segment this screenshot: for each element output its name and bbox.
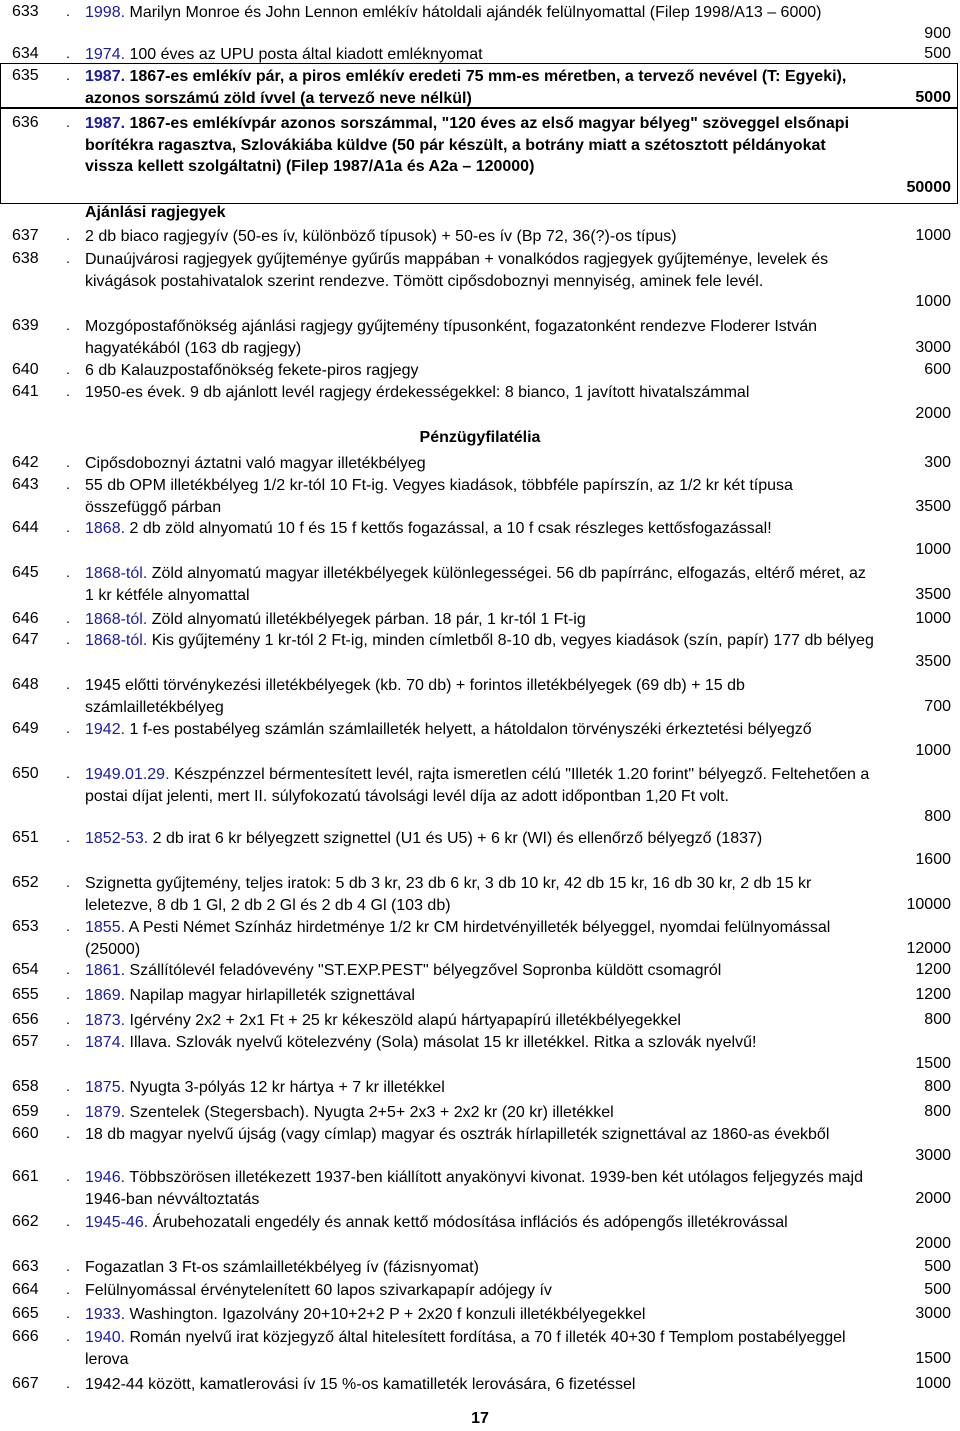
lot-text: Zöld alnyomatú illetékbélyegek párban. 18 pár, 1 kr-tól 1 Ft-ig xyxy=(147,611,586,628)
lot-description xyxy=(85,764,875,807)
lot-number-dot: . xyxy=(66,1305,70,1321)
lot-number: 654 xyxy=(12,961,39,978)
lot-row xyxy=(0,1374,960,1396)
lot-row xyxy=(0,249,960,314)
lot-text: 1942-44 között, kamatlerovási ív 15 %-os kamatilleték lerovására, 6 fizetéssel xyxy=(85,1376,636,1393)
lot-number-dot: . xyxy=(66,1011,70,1027)
lot-text: 100 éves az UPU posta által kiadott emléknyomat xyxy=(125,46,483,63)
lot-number: 643 xyxy=(12,476,39,493)
lot-number: 639 xyxy=(12,317,39,334)
lot-row xyxy=(0,2,960,45)
lot-row xyxy=(0,1257,960,1279)
lot-price: 1000 xyxy=(915,1375,951,1392)
lot-description xyxy=(85,1102,875,1124)
lot-number: 664 xyxy=(12,1281,39,1298)
lot-row xyxy=(0,873,960,916)
section-heading-penzugy: Pénzügyfilatélia xyxy=(419,429,541,446)
lot-number: 636 xyxy=(12,114,39,131)
lot-year: 1987. xyxy=(85,68,126,85)
lot-price: 1500 xyxy=(915,1349,951,1367)
lot-row xyxy=(0,917,960,960)
lot-year: 1879. xyxy=(85,1104,126,1121)
lot-number-dot: . xyxy=(66,676,70,692)
lot-price: 800 xyxy=(924,808,951,826)
lot-year: 1868-tól. xyxy=(85,632,148,649)
lot-row xyxy=(0,828,960,871)
lot-number: 655 xyxy=(12,986,39,1003)
lot-number-dot: . xyxy=(66,227,70,243)
lot-number: 647 xyxy=(12,631,39,648)
lot-year: 1868. xyxy=(85,520,126,537)
lot-price: 900 xyxy=(924,24,951,42)
lot-text: Nyugta 3-pólyás 12 kr hártya + 7 kr illetékkel xyxy=(125,1079,445,1096)
lot-text: Árubehozatali engedély és annak kettő módosítása inflációs és adópengős illetékrovással xyxy=(148,1214,788,1231)
lot-price: 600 xyxy=(924,361,951,378)
lot-description xyxy=(85,226,875,248)
lot-description xyxy=(85,453,875,475)
lot-price: 1000 xyxy=(915,610,951,627)
lot-price: 3000 xyxy=(915,1146,951,1164)
lot-number: 665 xyxy=(12,1305,39,1322)
lot-text: 55 db OPM illetékbélyeg 1/2 kr-tól 10 Ft-ig. Vegyes kiadások, többféle papírszín, az 1/2 kr két típusa összefüggő párban xyxy=(85,477,793,516)
lot-text: 2 db irat 6 kr bélyegzett szignettel (U1 és U5) + 6 kr (WI) és ellenőrző bélyegző (1837) xyxy=(148,830,763,847)
lot-description xyxy=(85,360,875,382)
lot-row xyxy=(0,1032,960,1075)
lot-text: A Pesti Német Színház hirdetménye 1/2 kr CM hirdetvényilleték bélyeggel, nyomdai felülnyomással (25000) xyxy=(85,919,831,958)
lot-price: 500 xyxy=(924,45,951,62)
lot-price: 1200 xyxy=(915,986,951,1003)
page-number: 17 xyxy=(471,1410,489,1427)
lot-text: Szentelek (Stegersbach). Nyugta 2+5+ 2x3 + 2x2 kr (20 kr) illetékkel xyxy=(125,1104,614,1121)
lot-year: 1868-tól. xyxy=(85,611,148,628)
lot-price: 1600 xyxy=(915,850,951,868)
lot-description xyxy=(85,1032,875,1054)
lot-description xyxy=(85,609,875,631)
lot-row xyxy=(0,1167,960,1210)
lot-description xyxy=(85,1374,875,1396)
lot-price: 1000 xyxy=(915,540,951,558)
lot-text: 6 db Kalauzpostafőnökség fekete-piros ragjegy xyxy=(85,362,419,379)
lot-number-dot: . xyxy=(66,317,70,333)
lot-year: 1998. xyxy=(85,4,126,21)
lot-price: 3500 xyxy=(915,585,951,603)
lot-price: 1500 xyxy=(915,1054,951,1072)
lot-number-dot: . xyxy=(66,3,70,19)
lot-year: 1942. xyxy=(85,721,126,738)
lot-row xyxy=(0,1280,960,1302)
lot-number-dot: . xyxy=(66,114,70,130)
lot-description xyxy=(85,1280,875,1302)
lot-year: 1974. xyxy=(85,46,126,63)
lot-description xyxy=(85,719,875,741)
lot-year: 1933. xyxy=(85,1306,126,1323)
lot-description xyxy=(85,249,875,292)
lot-price: 1200 xyxy=(915,961,951,978)
lot-description xyxy=(85,675,875,718)
lot-row xyxy=(0,675,960,718)
lot-text: Washington. Igazolvány 20+10+2+2 P + 2x20 f konzuli illetékbélyegekkel xyxy=(125,1306,646,1323)
lot-row xyxy=(0,563,960,606)
lot-price: 800 xyxy=(924,1103,951,1120)
lot-number-dot: . xyxy=(66,454,70,470)
lot-text: Igérvény 2x2 + 2x1 Ft + 25 kr kékeszöld alapú hártyapapírú illetékbélyegekkel xyxy=(125,1012,681,1029)
lot-number-dot: . xyxy=(66,765,70,781)
lot-price: 800 xyxy=(924,1078,951,1095)
lot-row xyxy=(0,960,960,982)
lot-row xyxy=(0,316,960,359)
lot-price: 500 xyxy=(924,1281,951,1298)
lot-row xyxy=(0,609,960,631)
lot-price: 2000 xyxy=(915,1189,951,1207)
lot-number: 646 xyxy=(12,610,39,627)
lot-text: Dunaújvárosi ragjegyek gyűjteménye gyűrűs mappában + vonalkódos ragjegyek gyűjteménye, levelek és kivágások postahivatalok szerint rendezve. Tömött cipősdoboznyi mennyiség, aminek fele levél. xyxy=(85,251,829,290)
lot-description xyxy=(85,1167,875,1210)
lot-number-dot: . xyxy=(66,1281,70,1297)
lot-row xyxy=(0,1010,960,1032)
lot-number: 658 xyxy=(12,1078,39,1095)
lot-year: 1855. xyxy=(85,919,126,936)
lot-row xyxy=(0,475,960,518)
lot-row xyxy=(0,985,960,1007)
lot-frame xyxy=(0,63,958,108)
lot-number: 637 xyxy=(12,227,39,244)
lot-text: Mozgópostafőnökség ajánlási ragjegy gyűjtemény típusonként, fogazatonként rendezve Floderer István hagyatékából (163 db ragjegy) xyxy=(85,318,817,357)
lot-number: 648 xyxy=(12,676,39,693)
lot-price: 3000 xyxy=(915,338,951,356)
lot-description xyxy=(85,1010,875,1032)
lot-price: 3500 xyxy=(915,497,951,515)
lot-number-dot: . xyxy=(66,1078,70,1094)
lot-price: 10000 xyxy=(906,895,951,913)
lot-year: 1852-53. xyxy=(85,830,149,847)
lot-text: 1945 előtti törvénykezési illetékbélyegek (kb. 70 db) + forintos illetékbélyegek (69 db) + 15 db számlailletékbélyeg xyxy=(85,677,745,716)
lot-price: 1000 xyxy=(915,293,951,311)
lot-price: 1000 xyxy=(915,741,951,759)
lot-price: 2000 xyxy=(915,404,951,422)
lot-text: Felülnyomással érvénytelenített 60 lapos szivarkapapír adójegy ív xyxy=(85,1282,552,1299)
lot-number-dot: . xyxy=(66,476,70,492)
lot-row xyxy=(0,630,960,673)
lot-description xyxy=(85,563,875,606)
lot-text: Zöld alnyomatú magyar illetékbélyegek különlegességei. 56 db papírránc, elfogazás, eltérő méret, az 1 kr kétféle alnyomattal xyxy=(85,565,866,604)
lot-number: 640 xyxy=(12,361,39,378)
lot-row xyxy=(0,1212,960,1255)
lot-text: Cipősdoboznyi áztatni való magyar illetékbélyeg xyxy=(85,455,426,472)
lot-description xyxy=(85,2,875,24)
lot-number-dot: . xyxy=(66,918,70,934)
lot-text: Szállítólevél feladóvevény "ST.EXP.PEST" bélyegzővel Sopronba küldött csomagról xyxy=(125,962,722,979)
lot-number-dot: . xyxy=(66,1213,70,1229)
lot-number-dot: . xyxy=(66,1168,70,1184)
lot-text: 2 db zöld alnyomatú 10 f és 15 f kettős fogazással, a 10 f csak részleges kettősfogazással! xyxy=(125,520,772,537)
lot-year: 1868-tól. xyxy=(85,565,148,582)
lot-text: 1867-es emlékívpár azonos sorszámmal, "120 éves az első magyar bélyeg" szöveggel elsőnapi borítékra ragasztva, Szlovákiába küldve (50 pár készült, a botrány miatt a szétosztott példányokat vissza kellett szolgáltatni) (Filep 1987/A1a és A2a – 120000) xyxy=(85,115,850,176)
lot-description xyxy=(85,917,875,960)
lot-number-dot: . xyxy=(66,1375,70,1391)
lot-text: Illava. Szlovák nyelvű kötelezvény (Sola) másolat 15 kr illetékkel. Ritka a szlovák nyelvű! xyxy=(125,1034,757,1051)
lot-price: 3000 xyxy=(915,1305,951,1322)
lot-description xyxy=(85,630,875,652)
lot-description xyxy=(85,1077,875,1099)
lot-description xyxy=(85,985,875,1007)
lot-number-dot: . xyxy=(66,67,70,83)
lot-row xyxy=(0,226,960,248)
lot-row xyxy=(0,1077,960,1099)
lot-number: 661 xyxy=(12,1168,39,1185)
lot-price: 300 xyxy=(924,454,951,471)
lot-text: 1 f-es postabélyeg számlán számlailleték helyett, a hátoldalon törvényszéki érkeztetési bélyegző xyxy=(125,721,812,738)
lot-number: 663 xyxy=(12,1258,39,1275)
lot-price: 50000 xyxy=(906,178,951,196)
lot-description xyxy=(85,518,875,540)
lot-year: 1946. xyxy=(85,1169,126,1186)
lot-number: 644 xyxy=(12,519,39,536)
lot-text: 1867-es emlékív pár, a piros emlékív eredeti 75 mm-es méretben, a tervező nevével (T: Egyeki), azonos sorszámú zöld ívvel (a tervező neve nélkül) xyxy=(85,68,847,107)
lot-frame xyxy=(0,108,958,204)
lot-description xyxy=(85,475,875,518)
lot-row xyxy=(0,518,960,561)
lot-year: 1949.01.29. xyxy=(85,766,170,783)
lot-number-dot: . xyxy=(66,250,70,266)
lot-year: 1875. xyxy=(85,1079,126,1096)
lot-text: Készpénzzel bérmentesített levél, rajta ismeretlen célú "Illeték 1.20 forint" bélyegző. Feltehetően a postai díjat jelenti, mert II. súlyfokozatú távolsági levél díja az adott időpontban 1,20 Ft volt. xyxy=(85,766,870,805)
lot-row xyxy=(0,382,960,425)
lot-row xyxy=(0,1102,960,1124)
lot-description xyxy=(85,960,875,982)
lot-number-dot: . xyxy=(66,961,70,977)
lot-number-dot: . xyxy=(66,45,70,61)
lot-number: 635 xyxy=(12,67,39,84)
lot-text: Marilyn Monroe és John Lennon emlékív hátoldali ajándék felülnyomattal (Filep 1998/A13 – 6000) xyxy=(125,4,822,21)
lot-number: 649 xyxy=(12,720,39,737)
lot-number: 651 xyxy=(12,829,39,846)
lot-description xyxy=(85,828,875,850)
lot-number: 641 xyxy=(12,383,39,400)
lot-number: 652 xyxy=(12,874,39,891)
lot-number: 656 xyxy=(12,1011,39,1028)
lot-number: 645 xyxy=(12,564,39,581)
lot-number-dot: . xyxy=(66,874,70,890)
lot-price: 3500 xyxy=(915,652,951,670)
lot-number-dot: . xyxy=(66,631,70,647)
lot-description xyxy=(85,1212,875,1234)
lot-number: 638 xyxy=(12,250,39,267)
lot-year: 1869. xyxy=(85,987,126,1004)
lot-year: 1945-46. xyxy=(85,1214,149,1231)
lot-number-dot: . xyxy=(66,564,70,580)
lot-price: 500 xyxy=(924,1258,951,1275)
lot-price: 5000 xyxy=(915,88,951,106)
lot-description xyxy=(85,316,875,359)
lot-text: Többszörösen illetékezett 1937-ben kiállított anyakönyvi kivonat. 1939-ben két utólagos feljegyzés majd 1946-ban névváltoztatás xyxy=(85,1169,863,1208)
lot-price: 700 xyxy=(924,697,951,715)
lot-year: 1940. xyxy=(85,1329,126,1346)
lot-text: 2 db biaco ragjegyív (50-es ív, különböző típusok) + 50-es ív (Bp 72, 36(?)-os típus) xyxy=(85,228,677,245)
lot-price: 12000 xyxy=(906,939,951,957)
lot-number-dot: . xyxy=(66,720,70,736)
lot-number-dot: . xyxy=(66,383,70,399)
lot-year: 1873. xyxy=(85,1012,126,1029)
lot-number-dot: . xyxy=(66,1328,70,1344)
lot-description xyxy=(85,1304,875,1326)
lot-text: Román nyelvű irat közjegyző által hitelesített fordítása, a 70 f illeték 40+30 f Templom postabélyeggel lerova xyxy=(85,1329,846,1368)
lot-number: 650 xyxy=(12,765,39,782)
lot-number: 660 xyxy=(12,1125,39,1142)
lot-number-dot: . xyxy=(66,1103,70,1119)
lot-row xyxy=(0,1327,960,1370)
lot-row xyxy=(0,1124,960,1167)
lot-description xyxy=(85,873,875,916)
lot-description xyxy=(85,1327,875,1370)
lot-row xyxy=(0,360,960,382)
lot-number: 634 xyxy=(12,45,39,62)
lot-description xyxy=(85,1124,875,1146)
lot-row xyxy=(0,764,960,829)
lot-row xyxy=(0,1304,960,1326)
lot-number-dot: . xyxy=(66,829,70,845)
lot-price: 800 xyxy=(924,1011,951,1028)
lot-row xyxy=(0,719,960,762)
lot-number: 657 xyxy=(12,1033,39,1050)
lot-text: 1950-es évek. 9 db ajánlott levél ragjegy érdekességekkel: 8 bianco, 1 javított hivatalszámmal xyxy=(85,384,750,401)
lot-description xyxy=(85,1257,875,1279)
lot-row xyxy=(0,453,960,475)
lot-text: Kis gyűjtemény 1 kr-tól 2 Ft-ig, minden címletből 8-10 db, vegyes kiadások (szín, papír) 177 db bélyeg xyxy=(147,632,874,649)
lot-description xyxy=(85,382,875,404)
lot-text: Napilap magyar hirlapilleték szignettával xyxy=(125,987,415,1004)
lot-number: 662 xyxy=(12,1213,39,1230)
lot-price: 2000 xyxy=(915,1234,951,1252)
section-heading-ajanlasi: Ajánlási ragjegyek xyxy=(85,204,226,221)
lot-number: 633 xyxy=(12,3,39,20)
lot-number: 642 xyxy=(12,454,39,471)
lot-number: 666 xyxy=(12,1328,39,1345)
lot-year: 1861. xyxy=(85,962,126,979)
lot-number: 653 xyxy=(12,918,39,935)
lot-year: 1987. xyxy=(85,115,126,132)
lot-year: 1874. xyxy=(85,1034,126,1051)
lot-text: Fogazatlan 3 Ft-os számlailletékbélyeg ív (fázisnyomat) xyxy=(85,1259,479,1276)
lot-number: 667 xyxy=(12,1375,39,1392)
lot-text: 18 db magyar nyelvű újság (vagy címlap) magyar és osztrák hírlapilleték szignettával az 1860-as évekből xyxy=(85,1126,830,1143)
lot-number: 659 xyxy=(12,1103,39,1120)
lot-number-dot: . xyxy=(66,610,70,626)
lot-number-dot: . xyxy=(66,519,70,535)
lot-number-dot: . xyxy=(66,986,70,1002)
lot-number-dot: . xyxy=(66,361,70,377)
lot-number-dot: . xyxy=(66,1033,70,1049)
lot-text: Szignetta gyűjtemény, teljes iratok: 5 db 3 kr, 23 db 6 kr, 3 db 10 kr, 42 db 15 kr, 16 db 30 kr, 2 db 15 kr leletezve, 8 db 1 Gl, 2 db 2 Gl és 2 db 4 Gl (103 db) xyxy=(85,875,812,914)
lot-number-dot: . xyxy=(66,1125,70,1141)
lot-number-dot: . xyxy=(66,1258,70,1274)
lot-price: 1000 xyxy=(915,227,951,244)
